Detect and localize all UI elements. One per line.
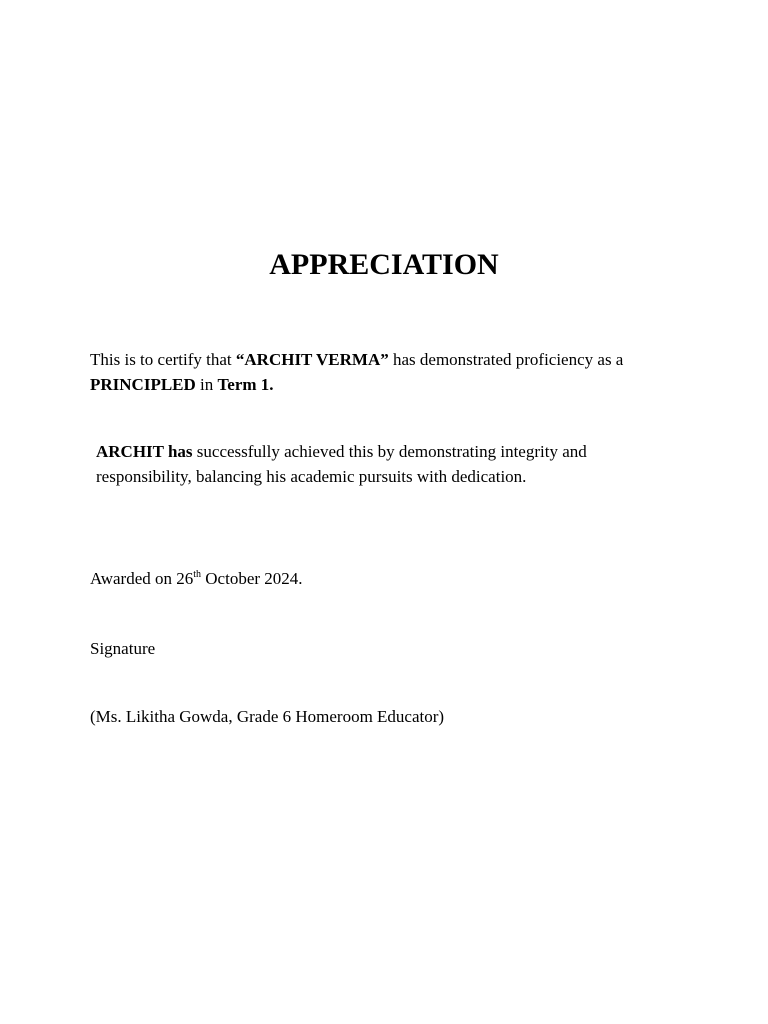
student-full-name: “ARCHIT VERMA”	[235, 350, 389, 369]
awarded-prefix: Awarded on 26	[90, 569, 194, 588]
date-ordinal-suffix: th	[193, 569, 202, 580]
achievement-subject: ARCHIT has	[96, 442, 193, 461]
certification-paragraph	[90, 348, 670, 397]
signature-label: Signature	[90, 639, 156, 658]
certify-intro: This is to certify that	[90, 350, 236, 369]
achievement-text-line2: responsibility, balancing his academic pursuits with dedication.	[96, 466, 527, 486]
attribute-name: PRINCIPLED	[90, 374, 196, 394]
achievement-paragraph	[96, 440, 656, 489]
achievement-text: successfully achieved this by demonstrating integrity and	[192, 442, 587, 461]
proficiency-text: has demonstrated proficiency as a	[388, 350, 624, 369]
certificate-title: APPRECIATION	[269, 248, 499, 281]
in-word: in	[195, 374, 218, 394]
awarded-date	[90, 567, 650, 592]
term-label: Term 1.	[217, 374, 274, 394]
educator-name: (Ms. Likitha Gowda, Grade 6 Homeroom Educator)	[90, 707, 445, 726]
awarded-rest: October 2024.	[201, 569, 303, 588]
